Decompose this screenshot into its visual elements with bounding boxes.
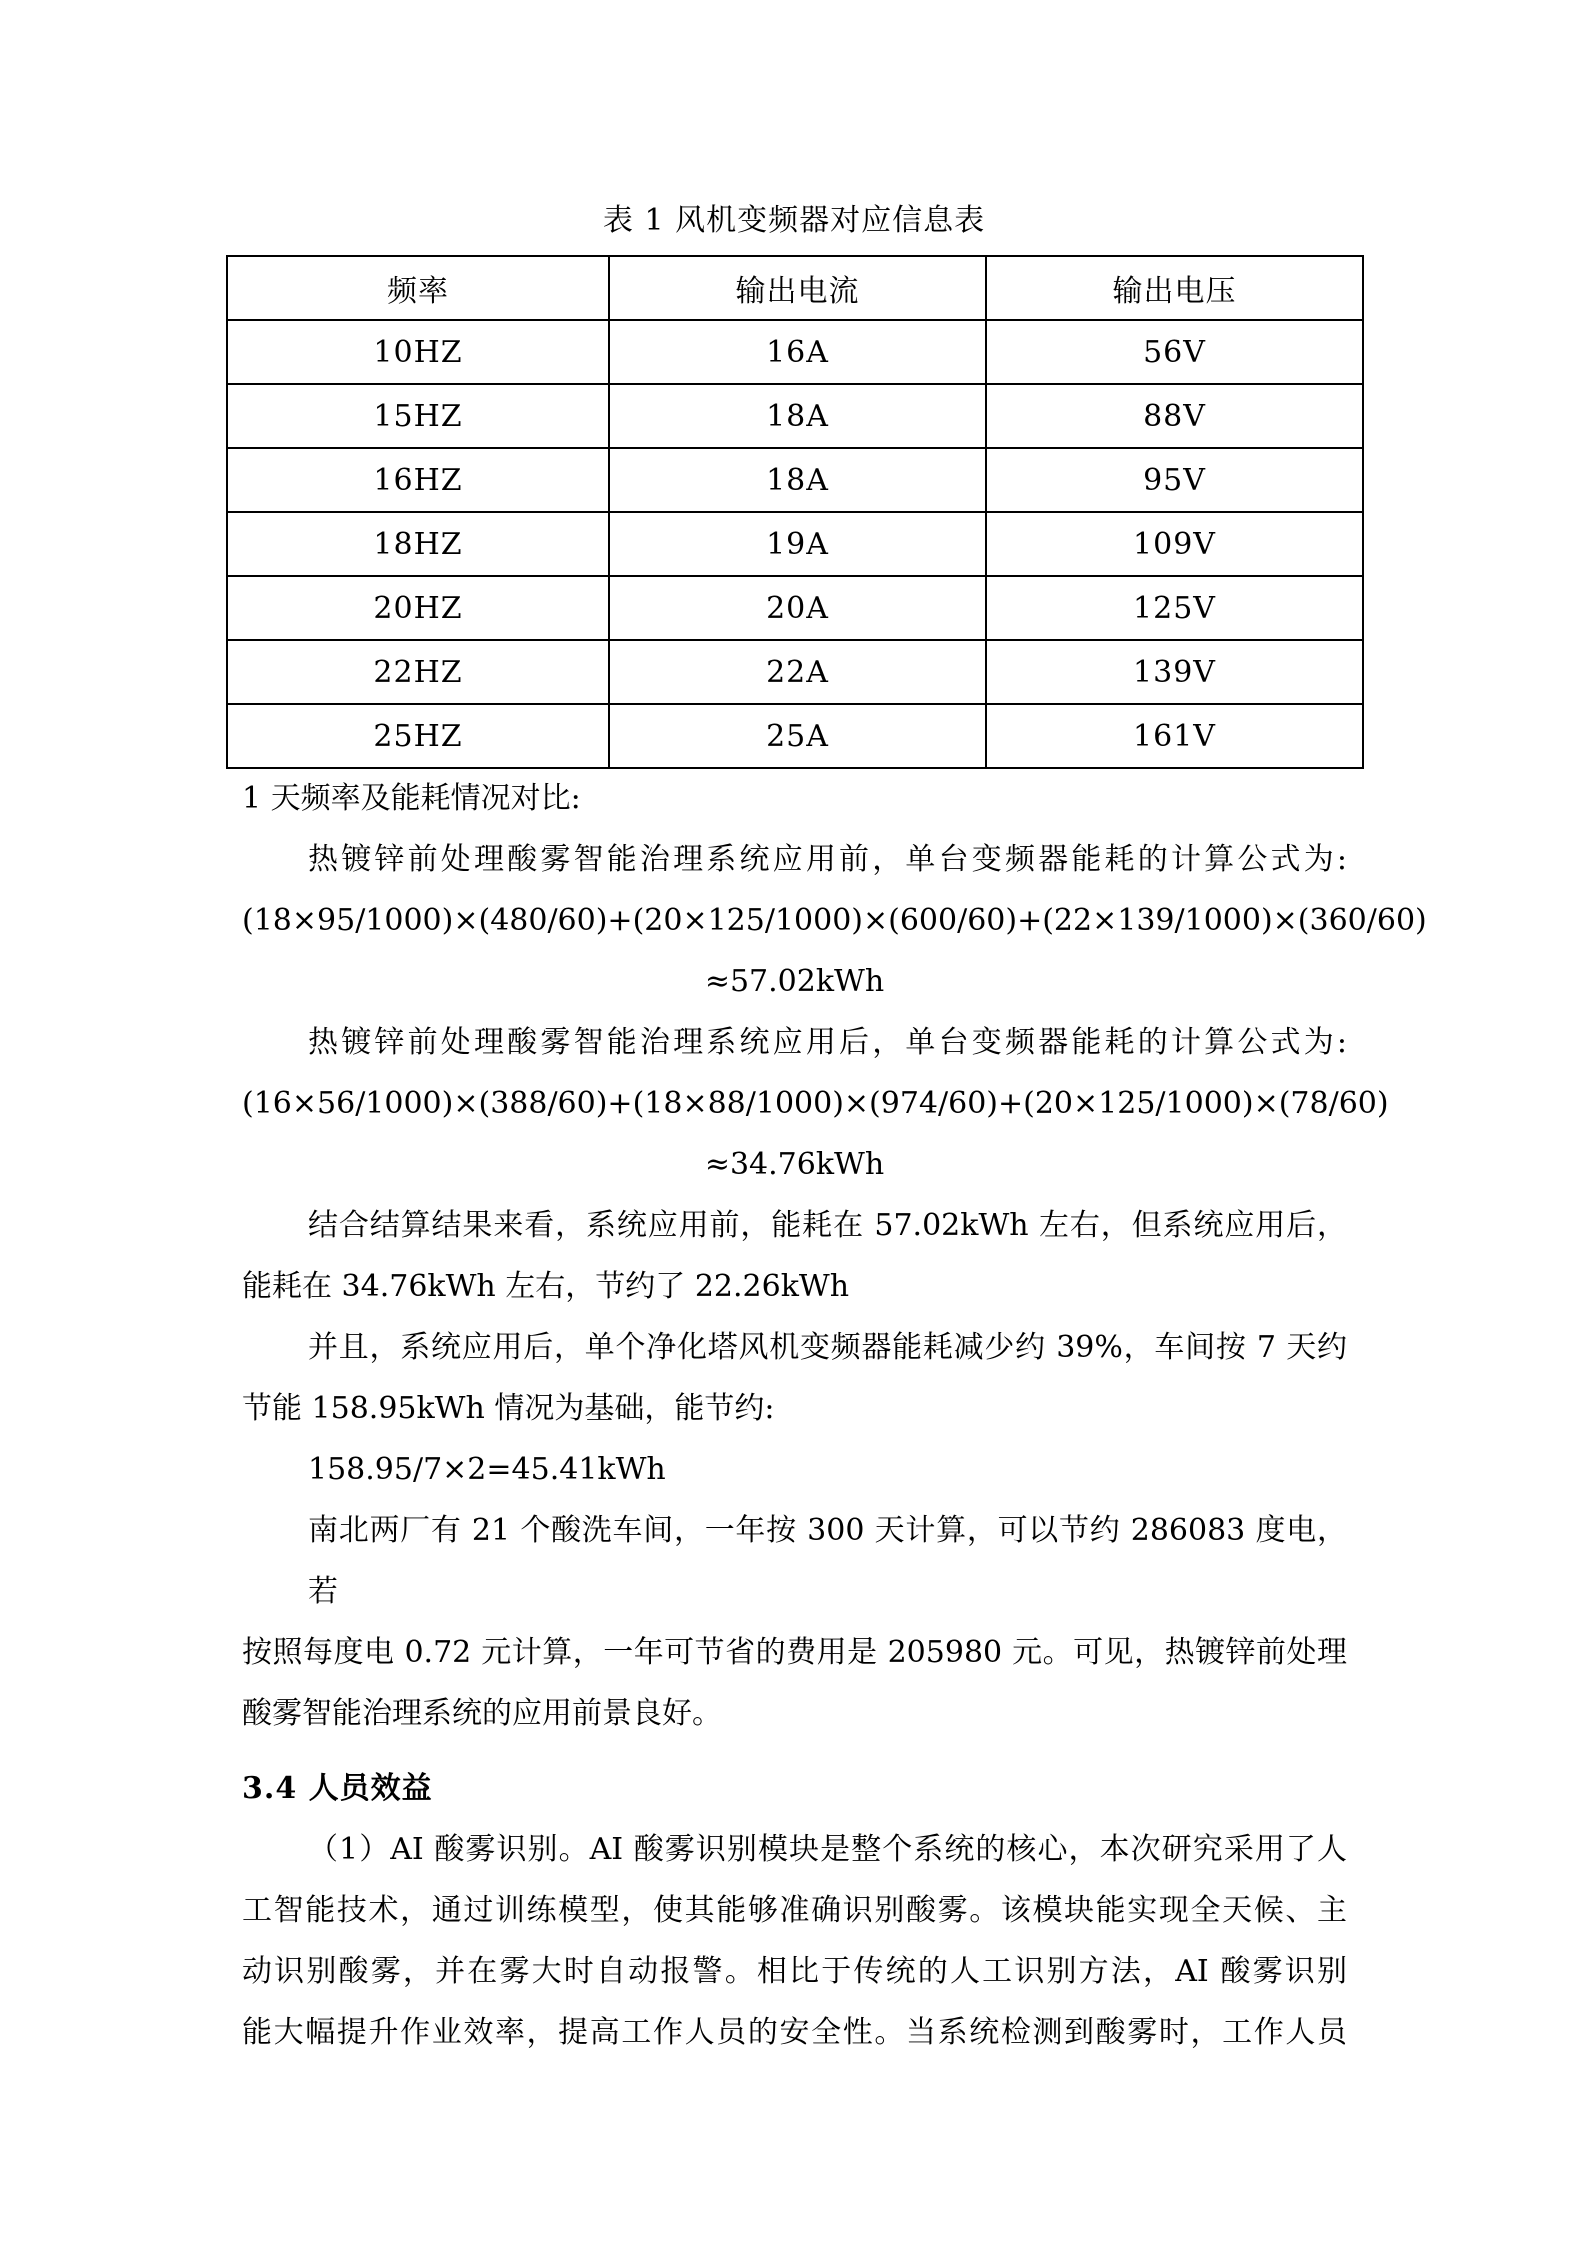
table-cell: 25HZ <box>227 704 609 768</box>
table-head <box>227 256 1363 320</box>
table-cell: 125V <box>986 576 1363 640</box>
formula-result-line: ≈57.02kWh <box>704 964 885 999</box>
paragraph-line: 结合结算结果来看，系统应用前，能耗在 57.02kWh 左右，但系统应用后， <box>308 1208 1347 1243</box>
table-row <box>227 704 1363 768</box>
formula-line: (18×95/1000)×(480/60)+(20×125/1000)×(600/60)+(22×139/1000)×(360/60) <box>242 903 1427 938</box>
table-cell: 19A <box>609 512 986 576</box>
table-caption: 表 1 风机变频器对应信息表 <box>602 203 986 238</box>
formula-result-line: ≈34.76kWh <box>704 1147 885 1182</box>
table-row <box>227 384 1363 448</box>
table-row <box>227 576 1363 640</box>
table-cell: 25A <box>609 704 986 768</box>
col-header: 输出电流 <box>609 256 986 320</box>
table-cell: 16A <box>609 320 986 384</box>
table-cell: 22HZ <box>227 640 609 704</box>
paragraph-line: 节能 158.95kWh 情况为基础，能节约: <box>242 1391 775 1426</box>
table-row <box>227 448 1363 512</box>
table-cell: 18A <box>609 448 986 512</box>
table-cell: 20HZ <box>227 576 609 640</box>
table-cell: 20A <box>609 576 986 640</box>
table-body <box>227 320 1363 768</box>
paragraph-line: 能大幅提升作业效率，提高工作人员的安全性。当系统检测到酸雾时，工作人员 <box>242 2015 1347 2050</box>
col-header: 输出电压 <box>986 256 1363 320</box>
paragraph-line: （1）AI 酸雾识别。AI 酸雾识别模块是整个系统的核心，本次研究采用了人 <box>308 1832 1347 1867</box>
table-row <box>227 512 1363 576</box>
table-cell: 15HZ <box>227 384 609 448</box>
formula-line: (16×56/1000)×(388/60)+(18×88/1000)×(974/60)+(20×125/1000)×(78/60) <box>242 1086 1389 1121</box>
table-cell: 18HZ <box>227 512 609 576</box>
paragraph-line: 并且，系统应用后，单个净化塔风机变频器能耗减少约 39%，车间按 7 天约 <box>308 1330 1347 1365</box>
paragraph-line: 热镀锌前处理酸雾智能治理系统应用后，单台变频器能耗的计算公式为: <box>308 1025 1347 1060</box>
paragraph-line: 酸雾智能治理系统的应用前景良好。 <box>242 1696 722 1731</box>
table-cell: 56V <box>986 320 1363 384</box>
table-cell: 161V <box>986 704 1363 768</box>
table-header-row <box>227 256 1363 320</box>
table-cell: 88V <box>986 384 1363 448</box>
table-cell: 139V <box>986 640 1363 704</box>
document-body <box>242 768 1427 2063</box>
table-cell: 18A <box>609 384 986 448</box>
paragraph-line: 热镀锌前处理酸雾智能治理系统应用前，单台变频器能耗的计算公式为: <box>308 842 1347 877</box>
paragraph-line: 工智能技术，通过训练模型，使其能够准确识别酸雾。该模块能实现全天候、主 <box>242 1893 1347 1928</box>
paragraph-line: 动识别酸雾，并在雾大时自动报警。相比于传统的人工识别方法，AI 酸雾识别 <box>242 1954 1347 1989</box>
table-cell: 109V <box>986 512 1363 576</box>
table-cell: 95V <box>986 448 1363 512</box>
paragraph-line: 能耗在 34.76kWh 左右，节约了 22.26kWh <box>242 1269 850 1304</box>
paragraph-line: 南北两厂有 21 个酸洗车间，一年按 300 天计算，可以节约 286083 度电，若 <box>308 1513 1347 1609</box>
col-header: 频率 <box>227 256 609 320</box>
table-cell: 22A <box>609 640 986 704</box>
paragraph-line: 158.95/7×2=45.41kWh <box>308 1452 666 1487</box>
table-cell: 16HZ <box>227 448 609 512</box>
fan-inverter-info-table <box>226 255 1364 769</box>
table-cell: 10HZ <box>227 320 609 384</box>
section-heading: 3.4 人员效益 <box>242 1771 433 1806</box>
paragraph-line: 1 天频率及能耗情况对比: <box>242 781 581 816</box>
paragraph-line: 按照每度电 0.72 元计算，一年可节省的费用是 205980 元。可见，热镀锌前处理 <box>242 1635 1347 1670</box>
table-row <box>227 640 1363 704</box>
table-row <box>227 320 1363 384</box>
